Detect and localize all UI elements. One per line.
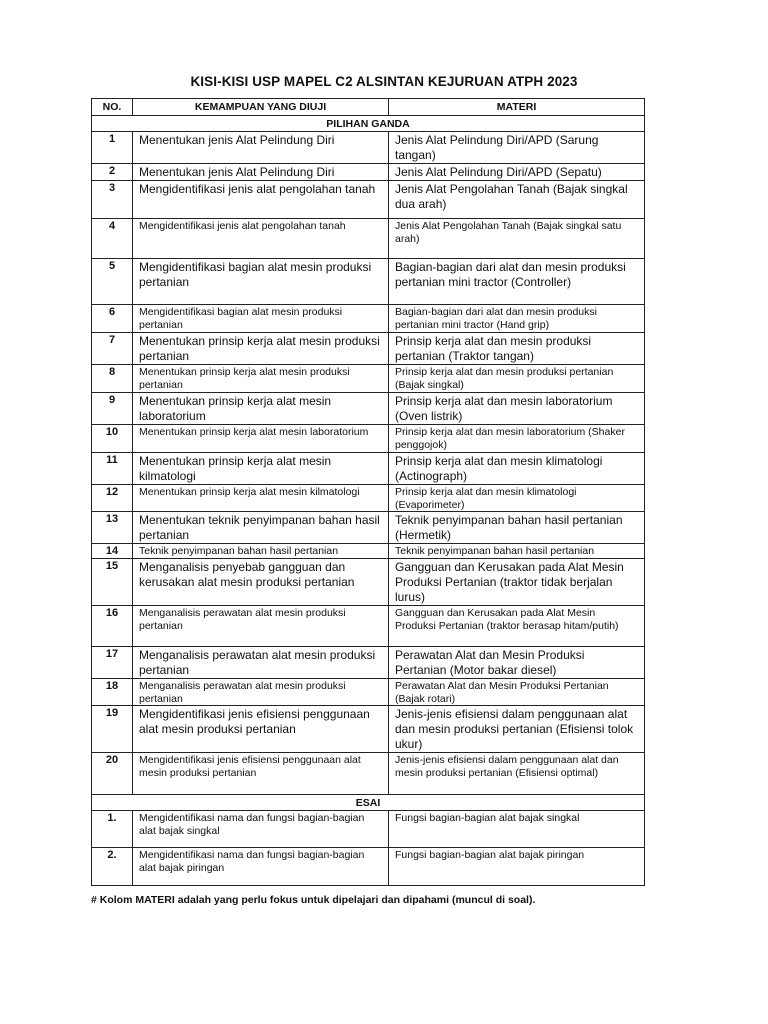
kemampuan-cell: Menentukan prinsip kerja alat mesin produksi pertanian — [133, 365, 389, 393]
table-row — [92, 219, 645, 259]
header-no: NO. — [92, 99, 133, 116]
row-number: 6 — [92, 305, 133, 333]
kemampuan-cell: Mengidentifikasi jenis alat pengolahan tanah — [133, 219, 389, 259]
materi-cell: Prinsip kerja alat dan mesin klimatologi (Actinograph) — [389, 453, 645, 485]
row-number: 16 — [92, 606, 133, 647]
materi-cell: Gangguan dan Kerusakan pada Alat Mesin Produksi Pertanian (traktor tidak berjalan lurus) — [389, 559, 645, 606]
table-row — [92, 365, 645, 393]
materi-cell: Jenis Alat Pengolahan Tanah (Bajak singkal satu arah) — [389, 219, 645, 259]
materi-cell: Fungsi bagian-bagian alat bajak piringan — [389, 848, 645, 886]
row-number: 3 — [92, 181, 133, 219]
row-number: 15 — [92, 559, 133, 606]
kemampuan-cell: Mengidentifikasi nama dan fungsi bagian-bagian alat bajak piringan — [133, 848, 389, 886]
pilihan-ganda-heading: PILIHAN GANDA — [92, 116, 645, 132]
kemampuan-cell: Mengidentifikasi jenis efisiensi penggunaan alat mesin produksi pertanian — [133, 706, 389, 753]
kemampuan-cell: Menentukan teknik penyimpanan bahan hasil pertanian — [133, 512, 389, 544]
footnote: # Kolom MATERI adalah yang perlu fokus untuk dipelajari dan dipahami (muncul di soal). — [91, 894, 536, 906]
table-row — [92, 679, 645, 706]
kemampuan-cell: Menganalisis perawatan alat mesin produksi pertanian — [133, 679, 389, 706]
table-row — [92, 647, 645, 679]
row-number: 7 — [92, 333, 133, 365]
kemampuan-cell: Mengidentifikasi jenis efisiensi penggunaan alat mesin produksi pertanian — [133, 753, 389, 795]
header-materi: MATERI — [389, 99, 645, 116]
table-row — [92, 512, 645, 544]
kemampuan-cell: Menganalisis penyebab gangguan dan kerusakan alat mesin produksi pertanian — [133, 559, 389, 606]
materi-cell: Bagian-bagian dari alat dan mesin produksi pertanian mini tractor (Hand grip) — [389, 305, 645, 333]
kemampuan-cell: Menentukan prinsip kerja alat mesin kilmatologi — [133, 453, 389, 485]
materi-cell: Prinsip kerja alat dan mesin produksi pertanian (Traktor tangan) — [389, 333, 645, 365]
kemampuan-cell: Mengidentifikasi bagian alat mesin produksi pertanian — [133, 259, 389, 305]
kemampuan-cell: Menentukan prinsip kerja alat mesin kilmatologi — [133, 485, 389, 512]
kemampuan-cell: Menganalisis perawatan alat mesin produksi pertanian — [133, 606, 389, 647]
kemampuan-cell: Mengidentifikasi bagian alat mesin produksi pertanian — [133, 305, 389, 333]
row-number: 1 — [92, 132, 133, 164]
kemampuan-cell: Mengidentifikasi jenis alat pengolahan tanah — [133, 181, 389, 219]
table-row — [92, 811, 645, 848]
table-row — [92, 425, 645, 453]
table-row — [92, 606, 645, 647]
document-title: KISI-KISI USP MAPEL C2 ALSINTAN KEJURUAN ATPH 2023 — [190, 74, 578, 89]
header-row — [92, 99, 645, 116]
row-number: 20 — [92, 753, 133, 795]
table-row — [92, 848, 645, 886]
pilihan-ganda-row — [92, 116, 645, 132]
header-kemampuan: KEMAMPUAN YANG DIUJI — [133, 99, 389, 116]
row-number: 10 — [92, 425, 133, 453]
materi-cell: Perawatan Alat dan Mesin Produksi Pertanian (Motor bakar diesel) — [389, 647, 645, 679]
kemampuan-cell: Menentukan jenis Alat Pelindung Diri — [133, 164, 389, 181]
kemampuan-cell: Menganalisis perawatan alat mesin produksi pertanian — [133, 647, 389, 679]
materi-cell: Bagian-bagian dari alat dan mesin produksi pertanian mini tractor (Controller) — [389, 259, 645, 305]
materi-cell: Jenis Alat Pelindung Diri/APD (Sepatu) — [389, 164, 645, 181]
row-number: 19 — [92, 706, 133, 753]
table-row — [92, 544, 645, 559]
kemampuan-cell: Menentukan prinsip kerja alat mesin laboratorium — [133, 393, 389, 425]
kemampuan-cell: Menentukan jenis Alat Pelindung Diri — [133, 132, 389, 164]
kemampuan-cell: Menentukan prinsip kerja alat mesin laboratorium — [133, 425, 389, 453]
row-number: 1. — [92, 811, 133, 848]
materi-cell: Prinsip kerja alat dan mesin klimatologi (Evaporimeter) — [389, 485, 645, 512]
row-number: 18 — [92, 679, 133, 706]
materi-cell: Perawatan Alat dan Mesin Produksi Pertanian (Bajak rotari) — [389, 679, 645, 706]
table-row — [92, 181, 645, 219]
materi-cell: Jenis-jenis efisiensi dalam penggunaan alat dan mesin produksi pertanian (Efisiensi tolok ukur) — [389, 706, 645, 753]
kemampuan-cell: Menentukan prinsip kerja alat mesin produksi pertanian — [133, 333, 389, 365]
table-row — [92, 132, 645, 164]
table-row — [92, 453, 645, 485]
table-row — [92, 259, 645, 305]
table-row — [92, 559, 645, 606]
materi-cell: Teknik penyimpanan bahan hasil pertanian (Hermetik) — [389, 512, 645, 544]
table-row — [92, 485, 645, 512]
materi-cell: Jenis Alat Pengolahan Tanah (Bajak singkal dua arah) — [389, 181, 645, 219]
materi-cell: Jenis-jenis efisiensi dalam penggunaan alat dan mesin produksi pertanian (Efisiensi optimal) — [389, 753, 645, 795]
esai-heading: ESAI — [92, 795, 645, 811]
table-row — [92, 753, 645, 795]
table-row — [92, 333, 645, 365]
row-number: 11 — [92, 453, 133, 485]
materi-cell: Prinsip kerja alat dan mesin laboratorium (Shaker penggojok) — [389, 425, 645, 453]
row-number: 5 — [92, 259, 133, 305]
row-number: 12 — [92, 485, 133, 512]
materi-cell: Teknik penyimpanan bahan hasil pertanian — [389, 544, 645, 559]
materi-cell: Prinsip kerja alat dan mesin produksi pertanian (Bajak singkal) — [389, 365, 645, 393]
row-number: 2 — [92, 164, 133, 181]
row-number: 13 — [92, 512, 133, 544]
row-number: 9 — [92, 393, 133, 425]
esai-row — [92, 795, 645, 811]
kemampuan-cell: Teknik penyimpanan bahan hasil pertanian — [133, 544, 389, 559]
kisi-kisi-table — [91, 98, 645, 886]
row-number: 4 — [92, 219, 133, 259]
table-row — [92, 706, 645, 753]
table-row — [92, 393, 645, 425]
row-number: 17 — [92, 647, 133, 679]
row-number: 2. — [92, 848, 133, 886]
materi-cell: Prinsip kerja alat dan mesin laboratorium (Oven listrik) — [389, 393, 645, 425]
materi-cell: Fungsi bagian-bagian alat bajak singkal — [389, 811, 645, 848]
materi-cell: Jenis Alat Pelindung Diri/APD (Sarung tangan) — [389, 132, 645, 164]
row-number: 8 — [92, 365, 133, 393]
table-row — [92, 305, 645, 333]
table-row — [92, 164, 645, 181]
materi-cell: Gangguan dan Kerusakan pada Alat Mesin Produksi Pertanian (traktor berasap hitam/putih) — [389, 606, 645, 647]
row-number: 14 — [92, 544, 133, 559]
kemampuan-cell: Mengidentifikasi nama dan fungsi bagian-bagian alat bajak singkal — [133, 811, 389, 848]
